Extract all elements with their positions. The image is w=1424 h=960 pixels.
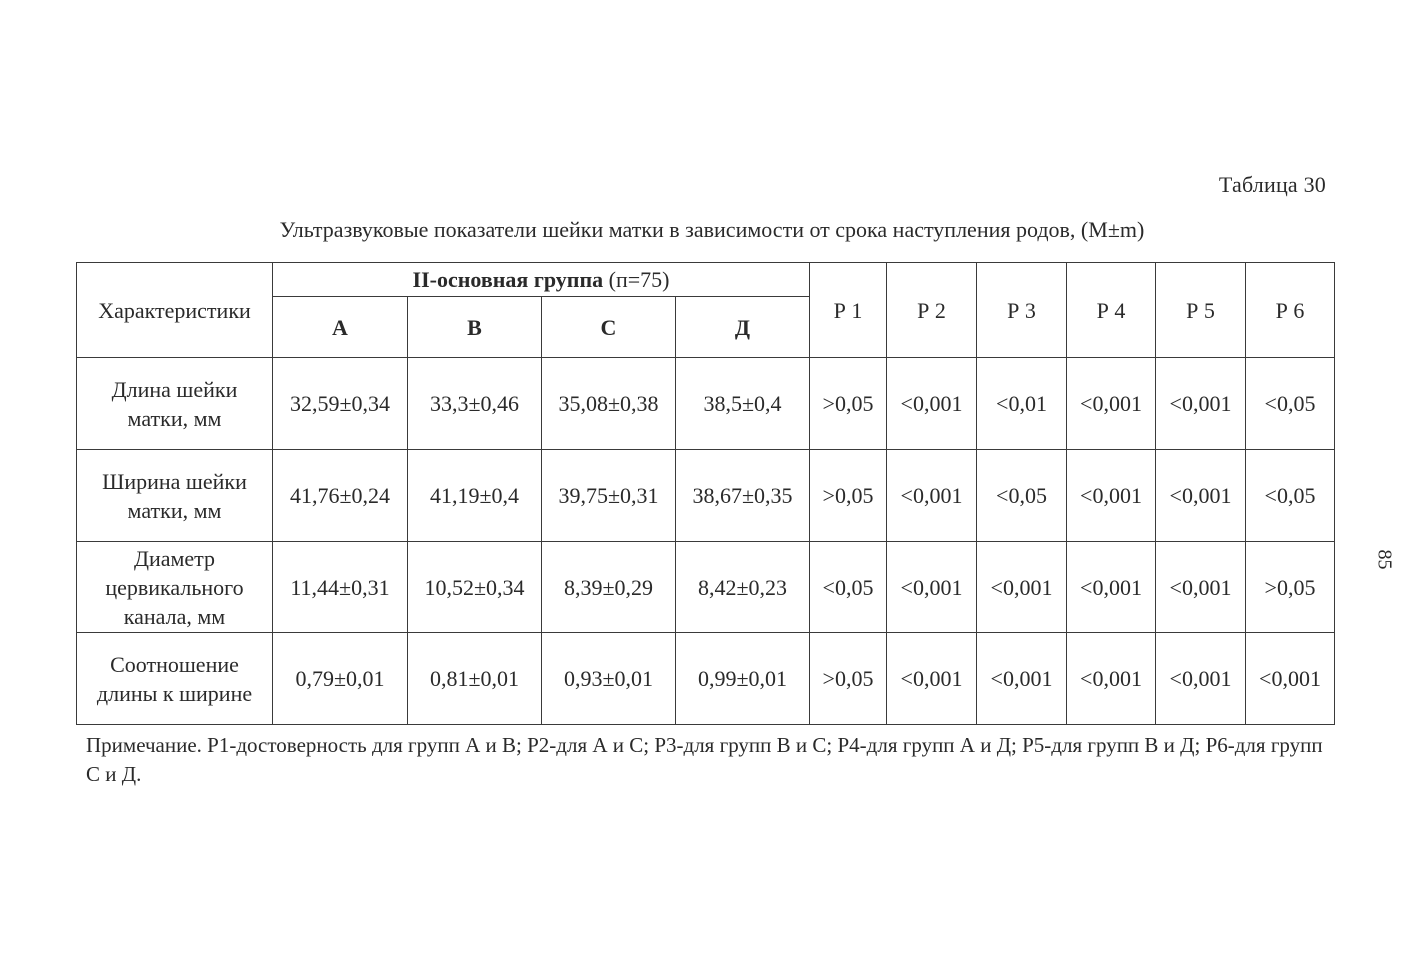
cell-p: <0,001	[1067, 542, 1156, 633]
table-note: Примечание. Р1-достоверность для групп А и В; Р2-для А и С; Р3-для групп В и С; Р4-для групп А и Д; Р5-для групп В и Д; Р6-для групп С и Д.	[86, 733, 1323, 786]
cell-value: 32,59±0,34	[273, 358, 408, 450]
header-subgroup-d: Д	[676, 297, 810, 358]
header-p6: Р 6	[1246, 263, 1335, 358]
cell-p: <0,001	[1067, 450, 1156, 542]
header-p2: Р 2	[887, 263, 977, 358]
cell-value: 38,5±0,4	[676, 358, 810, 450]
table-number: Таблица 30	[1218, 172, 1326, 197]
cell-value: 33,3±0,46	[408, 358, 542, 450]
cell-p: <0,01	[977, 358, 1067, 450]
cell-value: 41,76±0,24	[273, 450, 408, 542]
cell-p: <0,001	[1156, 450, 1246, 542]
cell-p: >0,05	[810, 450, 887, 542]
cell-value: 0,93±0,01	[542, 633, 676, 725]
row-label: Ширина шейки матки, мм	[77, 450, 273, 542]
cell-value: 0,99±0,01	[676, 633, 810, 725]
cell-p: <0,001	[887, 633, 977, 725]
cell-value: 0,79±0,01	[273, 633, 408, 725]
cell-p: >0,05	[1246, 542, 1335, 633]
table-row	[77, 542, 1335, 633]
header-p4: Р 4	[1067, 263, 1156, 358]
row-label: Соотношение длины к ширине	[77, 633, 273, 725]
cell-value: 10,52±0,34	[408, 542, 542, 633]
cell-p: <0,05	[977, 450, 1067, 542]
table-row	[77, 633, 1335, 725]
cell-p: <0,001	[1246, 633, 1335, 725]
cell-value: 41,19±0,4	[408, 450, 542, 542]
cell-p: >0,05	[810, 358, 887, 450]
group-title-rest: (п=75)	[603, 267, 670, 292]
cell-p: <0,05	[810, 542, 887, 633]
cell-value: 0,81±0,01	[408, 633, 542, 725]
cell-p: <0,001	[1156, 542, 1246, 633]
cell-p: <0,001	[887, 542, 977, 633]
cell-p: <0,001	[887, 358, 977, 450]
cell-p: >0,05	[810, 633, 887, 725]
cell-p: <0,05	[1246, 358, 1335, 450]
cell-value: 35,08±0,38	[542, 358, 676, 450]
table-row	[77, 450, 1335, 542]
cell-p: <0,001	[1156, 633, 1246, 725]
header-row-top	[77, 263, 1335, 297]
cell-value: 8,39±0,29	[542, 542, 676, 633]
data-table	[76, 262, 1335, 725]
group-title-bold: II-основная группа	[412, 267, 604, 292]
cell-value: 11,44±0,31	[273, 542, 408, 633]
row-label: Длина шейки матки, мм	[77, 358, 273, 450]
header-subgroup-a: А	[273, 297, 408, 358]
cell-p: <0,001	[977, 633, 1067, 725]
cell-p: <0,001	[1156, 358, 1246, 450]
cell-p: <0,001	[977, 542, 1067, 633]
header-p3: Р 3	[977, 263, 1067, 358]
cell-p: <0,001	[887, 450, 977, 542]
header-characteristics: Характеристики	[77, 263, 273, 358]
header-p5: Р 5	[1156, 263, 1246, 358]
table-title: Ультразвуковые показатели шейки матки в зависимости от срока наступления родов, (M±m)	[279, 217, 1145, 242]
header-group-title	[273, 263, 810, 297]
cell-value: 39,75±0,31	[542, 450, 676, 542]
cell-p: <0,001	[1067, 358, 1156, 450]
header-subgroup-c: С	[542, 297, 676, 358]
cell-value: 8,42±0,23	[676, 542, 810, 633]
cell-p: <0,05	[1246, 450, 1335, 542]
header-subgroup-b: В	[408, 297, 542, 358]
header-p1: Р 1	[810, 263, 887, 358]
table-row	[77, 358, 1335, 450]
cell-value: 38,67±0,35	[676, 450, 810, 542]
page-number: 85	[1373, 549, 1396, 570]
cell-p: <0,001	[1067, 633, 1156, 725]
row-label: Диаметр цервикального канала, мм	[77, 542, 273, 633]
